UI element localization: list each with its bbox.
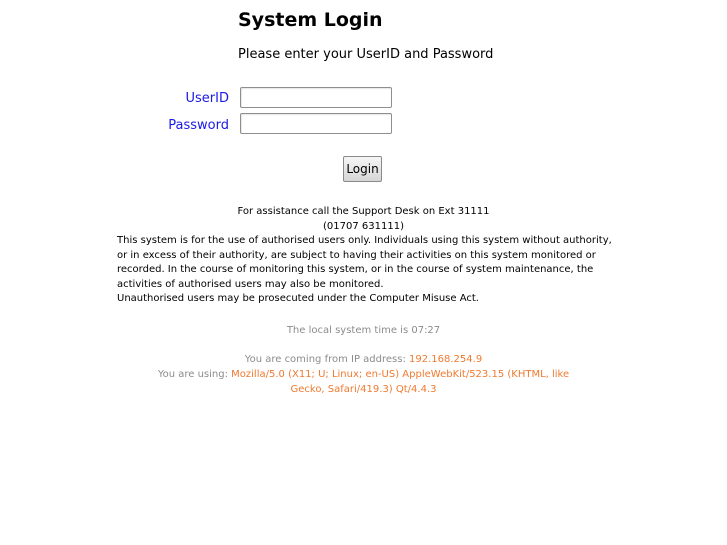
authorised-use-notice: This system is for the use of authorised users only. Individuals using this system without authority, or in excess of their authority, are subject to having their activities on this system monitored or recorded. In the course of monitoring this system, or in the course of system maintenance, the activities of authorised users may also be monitored.	[117, 235, 612, 290]
user-agent-value: Mozilla/5.0 (X11; U; Linux; en-US) AppleWebKit/523.15 (KHTML, like Gecko, Safari/419.3) Qt/4.4.3	[231, 369, 570, 395]
ip-address-info	[150, 353, 577, 368]
support-line-2: (01707 631111)	[323, 220, 404, 232]
support-line-1: For assistance call the Support Desk on Ext 31111	[237, 206, 490, 217]
login-instructions: Please enter your UserID and Password	[238, 47, 494, 62]
user-agent-prefix: You are using:	[157, 369, 232, 380]
page-title: System Login	[238, 9, 383, 31]
ip-address-value: 192.168.254.9	[409, 354, 483, 365]
ip-prefix: You are coming from IP address:	[244, 354, 410, 365]
login-button[interactable]: Login	[343, 156, 382, 182]
userid-label: UserID	[185, 91, 229, 106]
userid-input[interactable]	[240, 87, 392, 108]
support-contact	[200, 205, 527, 234]
legal-notice	[117, 234, 612, 307]
system-time: The local system time is 07:27	[286, 325, 441, 336]
user-agent-info	[150, 368, 577, 397]
password-input[interactable]	[240, 113, 392, 134]
misuse-act-notice: Unauthorised users may be prosecuted under the Computer Misuse Act.	[117, 293, 479, 305]
password-label: Password	[168, 118, 229, 133]
